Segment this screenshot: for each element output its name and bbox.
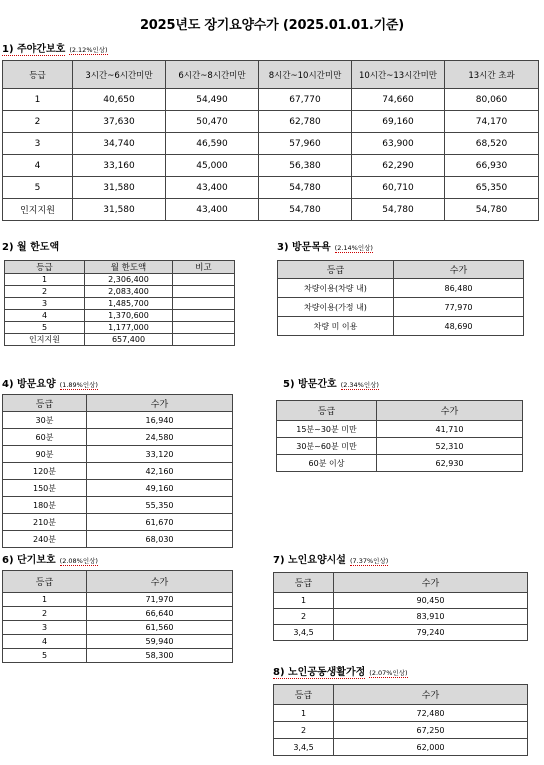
fee-cell: 55,350 [87,497,233,514]
table-row [5,334,235,346]
grade-cell: 1 [3,89,73,111]
col-header: 10시간~13시간미만 [352,61,445,89]
fee-cell: 33,160 [73,155,166,177]
page-title: 2025년도 장기요양수가 (2025.01.01.기준) [139,18,405,33]
remark-cell [173,310,235,322]
fee-cell: 79,240 [334,625,528,641]
table-home-bathing [277,260,524,336]
duration-cell: 60분 이상 [277,455,377,472]
fee-cell: 50,470 [166,111,259,133]
service-cell: 차량이용(차량 내) [278,279,394,298]
fee-cell: 52,310 [377,438,523,455]
col-header: 월 한도액 [85,261,173,274]
fee-cell: 43,400 [166,199,259,221]
grade-cell: 5 [5,322,85,334]
limit-cell: 1,485,700 [85,298,173,310]
table-short-term-care [2,570,233,663]
grade-cell: 2 [5,286,85,298]
col-header: 등급 [3,571,87,593]
increase-note: (2.14%인상) [334,244,373,252]
table-row [3,199,539,221]
fee-cell: 37,630 [73,111,166,133]
col-header: 수가 [377,401,523,421]
grade-cell: 3 [3,133,73,155]
grade-cell: 5 [3,649,87,663]
fee-cell: 69,160 [352,111,445,133]
fee-cell: 58,300 [87,649,233,663]
fee-cell: 86,480 [394,279,524,298]
col-header: 6시간~8시간미만 [166,61,259,89]
col-header: 수가 [334,685,528,705]
section-heading-short-term-care [2,551,98,566]
grade-cell: 5 [3,177,73,199]
fee-cell: 60,710 [352,177,445,199]
duration-cell: 90분 [3,446,87,463]
remark-cell [173,298,235,310]
fee-cell: 31,580 [73,199,166,221]
col-header: 등급 [5,261,85,274]
limit-cell: 657,400 [85,334,173,346]
col-header: 수가 [87,395,233,412]
section-heading-nursing-home [273,551,388,566]
table-home-care [2,394,233,548]
section-label: 5) 방문간호 [283,379,337,390]
fee-cell: 66,640 [87,607,233,621]
fee-cell: 43,400 [166,177,259,199]
table-row [5,310,235,322]
fee-cell: 61,670 [87,514,233,531]
col-header: 등급 [277,401,377,421]
section-label: 4) 방문요양 [2,379,56,390]
col-header: 수가 [87,571,233,593]
fee-cell: 71,970 [87,593,233,607]
duration-cell: 180분 [3,497,87,514]
service-cell: 차량 미 이용 [278,317,394,336]
table-row [3,635,233,649]
section-label: 1) 주야간보호 [2,44,66,55]
col-header: 등급 [274,685,334,705]
table-header-row [3,571,233,593]
table-row [3,429,233,446]
section-label: 3) 방문목욕 [277,242,331,253]
fee-cell: 62,290 [352,155,445,177]
remark-cell [173,286,235,298]
col-header: 수가 [334,573,528,593]
limit-cell: 2,083,400 [85,286,173,298]
col-header: 8시간~10시간미만 [259,61,352,89]
section-label: 6) 단기보호 [2,555,56,566]
fee-cell: 45,000 [166,155,259,177]
table-row [3,649,233,663]
fee-cell: 90,450 [334,593,528,609]
table-row [5,322,235,334]
table-row [274,705,528,722]
fee-cell: 41,710 [377,421,523,438]
grade-cell: 3,4,5 [274,739,334,756]
fee-cell: 54,780 [259,199,352,221]
table-row [277,438,523,455]
col-header: 13시간 초과 [445,61,539,89]
table-row [278,298,524,317]
service-cell: 차량이용(가정 내) [278,298,394,317]
col-header: 비고 [173,261,235,274]
grade-cell: 1 [5,274,85,286]
fee-cell: 68,030 [87,531,233,548]
grade-cell: 4 [5,310,85,322]
fee-cell: 67,770 [259,89,352,111]
increase-note: (2.08%인상) [59,557,98,565]
duration-cell: 120분 [3,463,87,480]
duration-cell: 30분~60분 미만 [277,438,377,455]
table-row [277,421,523,438]
table-header-row [274,573,528,593]
fee-cell: 54,780 [352,199,445,221]
table-header-row [5,261,235,274]
table-row [5,298,235,310]
fee-cell: 66,930 [445,155,539,177]
table-nursing-home [273,572,528,641]
remark-cell [173,274,235,286]
fee-cell: 24,580 [87,429,233,446]
table-row [5,274,235,286]
fee-cell: 62,780 [259,111,352,133]
table-row [3,593,233,607]
col-header: 3시간~6시간미만 [73,61,166,89]
fee-cell: 63,900 [352,133,445,155]
increase-note: (7.37%인상) [349,557,389,565]
grade-cell: 1 [3,593,87,607]
fee-cell: 72,480 [334,705,528,722]
table-row [3,412,233,429]
col-header: 등급 [278,261,394,279]
grade-cell: 인지지원 [3,199,73,221]
col-header: 등급 [274,573,334,593]
increase-note: (2.07%인상) [369,669,408,677]
fee-cell: 61,560 [87,621,233,635]
table-header-row [277,401,523,421]
section-heading-home-care [2,375,98,390]
grade-cell: 2 [3,111,73,133]
table-row [274,625,528,641]
limit-cell: 2,306,400 [85,274,173,286]
grade-cell: 2 [274,609,334,625]
col-header: 수가 [394,261,524,279]
table-row [3,446,233,463]
grade-cell: 4 [3,155,73,177]
table-row [274,593,528,609]
table-row [5,286,235,298]
grade-cell: 3,4,5 [274,625,334,641]
fee-cell: 74,660 [352,89,445,111]
fee-cell: 67,250 [334,722,528,739]
section-heading-group-home [273,663,408,678]
fee-cell: 68,520 [445,133,539,155]
table-row [3,621,233,635]
fee-cell: 42,160 [87,463,233,480]
fee-cell: 77,970 [394,298,524,317]
increase-note: (2.34%인상) [340,381,379,389]
fee-cell: 46,590 [166,133,259,155]
duration-cell: 60분 [3,429,87,446]
table-row [3,497,233,514]
table-row [3,531,233,548]
section-heading-home-nursing [283,375,379,390]
table-row [278,279,524,298]
table-group-home [273,684,528,756]
fee-cell: 83,910 [334,609,528,625]
grade-cell: 3 [5,298,85,310]
fee-cell: 62,000 [334,739,528,756]
fee-cell: 49,160 [87,480,233,497]
table-monthly-limit [4,260,235,346]
duration-cell: 240분 [3,531,87,548]
fee-cell: 54,780 [445,199,539,221]
fee-cell: 33,120 [87,446,233,463]
grade-cell: 2 [274,722,334,739]
table-row [278,317,524,336]
table-row [277,455,523,472]
section-label: 7) 노인요양시설 [273,555,346,566]
fee-cell: 80,060 [445,89,539,111]
table-day-night-care [2,60,539,221]
fee-cell: 59,940 [87,635,233,649]
section-heading-monthly-limit [2,238,59,253]
fee-cell: 62,930 [377,455,523,472]
remark-cell [173,322,235,334]
table-row [274,722,528,739]
grade-cell: 2 [3,607,87,621]
section-label: 2) 월 한도액 [2,242,60,253]
duration-cell: 150분 [3,480,87,497]
table-row [3,177,539,199]
fee-cell: 54,490 [166,89,259,111]
section-heading-day-night-care [2,40,108,55]
limit-cell: 1,177,000 [85,322,173,334]
grade-cell: 3 [3,621,87,635]
fee-cell: 54,780 [259,177,352,199]
fee-cell: 40,650 [73,89,166,111]
col-header: 등급 [3,395,87,412]
table-row [3,514,233,531]
table-row [3,480,233,497]
fee-cell: 16,940 [87,412,233,429]
fee-cell: 48,690 [394,317,524,336]
fee-cell: 57,960 [259,133,352,155]
fee-cell: 74,170 [445,111,539,133]
table-row [274,609,528,625]
fee-cell: 56,380 [259,155,352,177]
increase-note: (2.12%인상) [69,46,108,54]
table-row [3,155,539,177]
table-header-row [3,61,539,89]
grade-cell: 인지지원 [5,334,85,346]
fee-cell: 34,740 [73,133,166,155]
grade-cell: 4 [3,635,87,649]
limit-cell: 1,370,600 [85,310,173,322]
remark-cell [173,334,235,346]
grade-cell: 1 [274,593,334,609]
duration-cell: 210분 [3,514,87,531]
col-header: 등급 [3,61,73,89]
table-header-row [278,261,524,279]
table-row [3,133,539,155]
duration-cell: 30분 [3,412,87,429]
table-row [274,739,528,756]
table-row [3,463,233,480]
table-row [3,111,539,133]
section-label: 8) 노인공동생활가정 [273,667,366,678]
section-heading-home-bathing [277,238,373,253]
duration-cell: 15분~30분 미만 [277,421,377,438]
table-row [3,607,233,621]
fee-cell: 31,580 [73,177,166,199]
table-row [3,89,539,111]
grade-cell: 1 [274,705,334,722]
table-header-row [274,685,528,705]
table-header-row [3,395,233,412]
table-home-nursing [276,400,523,472]
fee-cell: 65,350 [445,177,539,199]
increase-note: (1.89%인상) [59,381,98,389]
